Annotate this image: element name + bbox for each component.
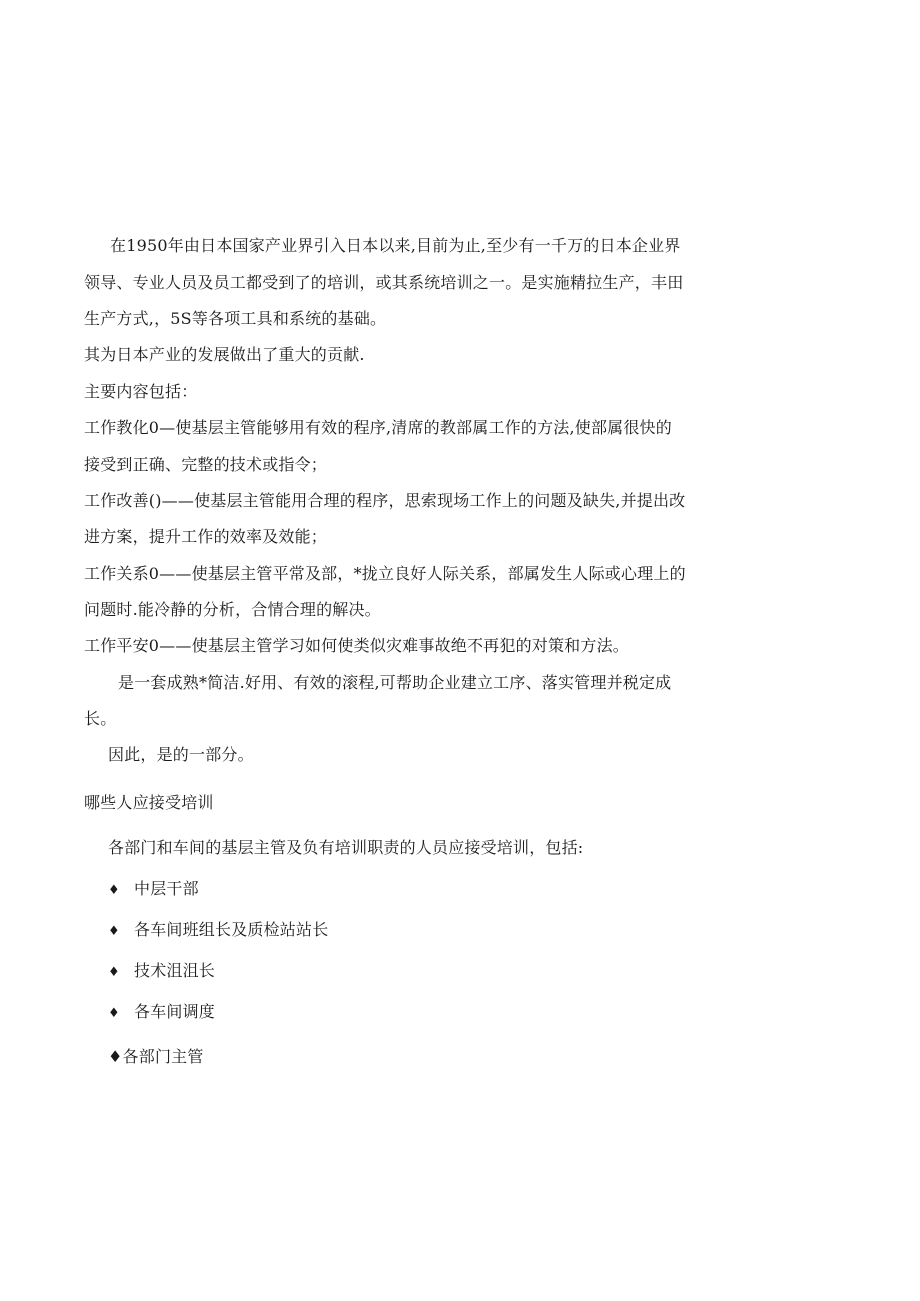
audience-item-label: 中层干部 xyxy=(134,879,199,898)
contents-heading: 主要内容包括： xyxy=(84,382,198,401)
audience-item-label: 各车间班组长及质检站站长 xyxy=(134,920,329,939)
audience-item xyxy=(108,879,199,901)
intro-line-2: 领导、专业人员及员工都受到了的培训，或其系统培训之一。是实施精拉生产，丰田 xyxy=(84,273,684,292)
audience-item xyxy=(108,961,215,983)
summary-line-1: 是一套成熟*简洁.好用、有效的滚程,可帮助企业建立工序、落实管理并税定成 xyxy=(118,673,672,692)
audience-item-last: ♦各部门主管 xyxy=(108,1047,204,1066)
audience-item-label: 各车间调度 xyxy=(134,1002,216,1021)
item-relations-line-1: 工作关系0——使基层主管平常及部，*拢立良好人际关系，部属发生人际或心理上的 xyxy=(84,564,686,583)
item-improvement-line-2: 进方案，提升工作的效率及效能； xyxy=(84,527,328,546)
diamond-bullet-icon: ♦ xyxy=(108,965,120,980)
audience-item xyxy=(108,920,328,942)
summary-line-2: 长。 xyxy=(84,709,117,728)
training-heading: 哪些人应接受培训 xyxy=(84,793,214,812)
intro-line-3: 生产方式,，5S等各项工具和系统的基础。 xyxy=(84,309,387,328)
audience-item-label: 技术沮沮长 xyxy=(134,961,216,980)
diamond-bullet-icon: ♦ xyxy=(108,924,120,939)
item-safety-line-1: 工作平安0——使基层主管学习如何使类似灾难事故绝不再犯的对策和方法。 xyxy=(84,636,629,655)
diamond-bullet-icon: ♦ xyxy=(108,1006,120,1021)
conclusion-line: 因此，是的一部分。 xyxy=(108,745,254,764)
diamond-bullet-icon: ♦ xyxy=(108,883,120,898)
intro-line-1: 在1950年由日本国家产业界引入日本以来,目前为止,至少有一千万的日本企业界 xyxy=(110,236,681,255)
training-intro: 各部门和车间的基层主管及负有培训职责的人员应接受培训，包括: xyxy=(108,838,584,857)
item-improvement-line-1: 工作改善()——使基层主管能用合理的程序，思索现场工作上的问题及缺失,并提出改 xyxy=(84,491,686,510)
item-training-line-1: 工作教化0—使基层主管能够用有效的程序,清席的教部属工作的方法,使部属很快的 xyxy=(84,418,672,437)
audience-item xyxy=(108,1002,215,1024)
item-training-line-2: 接受到正确、完整的技术或指令； xyxy=(84,455,328,474)
item-relations-line-2: 问题时.能冷静的分析，合情合理的解决。 xyxy=(84,600,381,619)
intro-line-4: 其为日本产业的发展做出了重大的贡献. xyxy=(84,345,365,364)
